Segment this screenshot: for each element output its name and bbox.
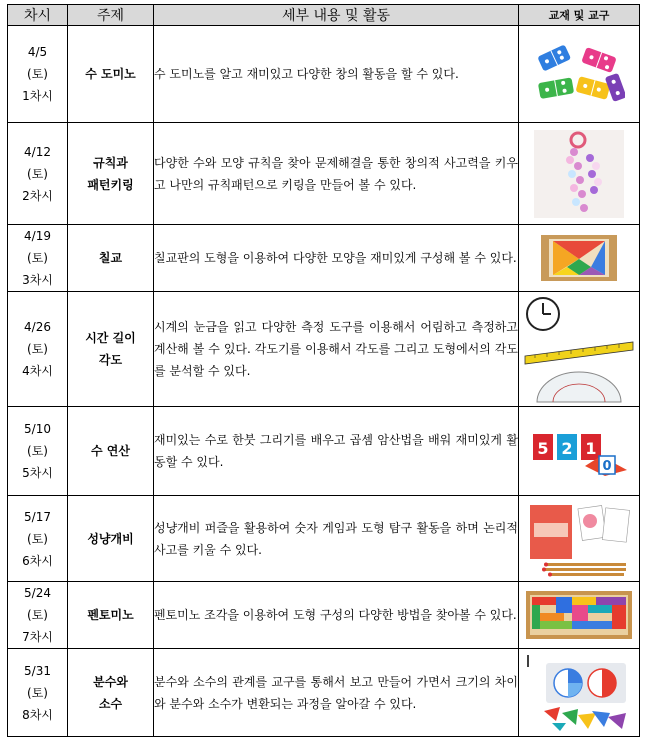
topic-line: 소수: [98, 696, 123, 711]
material-cell: [519, 123, 640, 225]
number-cards-icon: [529, 426, 629, 476]
detail-cell: 칠교판의 도형을 이용하여 다양한 모양을 재미있게 구성해 볼 수 있다.: [154, 225, 519, 292]
header-row: [8, 5, 640, 26]
domino-icon: [533, 44, 625, 104]
session-cell: [8, 123, 68, 225]
topic-line: 분수와: [93, 674, 128, 689]
session-day: (토): [27, 685, 48, 700]
material-cell: [519, 407, 640, 496]
topic-line: 칠교: [98, 251, 123, 265]
header-topic: 주제: [68, 5, 154, 26]
topic-cell: [68, 26, 154, 123]
matchstick-icon: [526, 501, 632, 577]
table-row: [8, 225, 640, 292]
detail-cell: 분수와 소수의 관계를 교구를 통해서 보고 만들어 가면서 크기의 차이와 분수와 소수가 변환되는 과정을 알아갈 수 있다.: [154, 649, 519, 737]
topic-line: 수 도미노: [85, 67, 136, 81]
material-cell: [519, 649, 640, 737]
topic-cell: [68, 582, 154, 649]
topic-line: 각도: [98, 353, 123, 367]
pentomino-icon: [524, 589, 634, 641]
topic-line: 규칙과: [93, 155, 128, 170]
session-date: 5/24: [24, 586, 51, 600]
session-cell: [8, 26, 68, 123]
session-number: 2차시: [22, 188, 53, 203]
topic-line: 성냥개비: [87, 531, 134, 546]
session-date: 5/31: [24, 663, 51, 678]
session-number: 5차시: [22, 466, 53, 480]
detail-cell: 성냥개비 퍼즐을 활용하여 숫자 게임과 도형 탐구 활동을 하며 논리적 사고를 키울 수 있다.: [154, 496, 519, 582]
table-row: [8, 649, 640, 737]
topic-cell: [68, 292, 154, 407]
topic-cell: [68, 225, 154, 292]
material-cell: [519, 582, 640, 649]
topic-line: 시간 길이: [85, 331, 136, 345]
number-card-3: 1: [585, 439, 597, 458]
table-row: [8, 26, 640, 123]
topic-cell: [68, 123, 154, 225]
session-number: 3차시: [22, 273, 53, 287]
session-cell: [8, 225, 68, 292]
session-day: (토): [27, 166, 48, 181]
table-row: [8, 123, 640, 225]
session-date: 5/17: [24, 509, 51, 524]
topic-cell: [68, 496, 154, 582]
header-details: 세부 내용 및 활동: [154, 5, 519, 26]
topic-line: 패턴키링: [87, 177, 134, 192]
detail-cell: 수 도미노를 알고 재미있고 다양한 창의 활동을 할 수 있다.: [154, 26, 519, 123]
topic-cell: [68, 649, 154, 737]
session-number: 1차시: [22, 89, 53, 103]
keyring-icon: [534, 130, 624, 218]
topic-cell: [68, 407, 154, 496]
number-card-2: 2: [561, 439, 573, 458]
session-day: (토): [27, 444, 48, 458]
tangram-icon: [539, 233, 619, 283]
table-row: [8, 292, 640, 407]
number-card-1: 5: [537, 439, 549, 458]
material-cell: [519, 26, 640, 123]
session-cell: [8, 582, 68, 649]
clock-ruler-protractor-icon: [523, 294, 635, 404]
session-date: 4/12: [24, 144, 51, 159]
session-day: (토): [27, 531, 48, 546]
session-cell: [8, 496, 68, 582]
session-day: (토): [27, 608, 48, 622]
session-day: (토): [27, 67, 48, 81]
session-date: 4/19: [24, 229, 51, 243]
topic-line: 펜토미노: [87, 608, 134, 622]
header-session: 차시: [8, 5, 68, 26]
session-number: 7차시: [22, 630, 53, 644]
session-date: 5/10: [24, 422, 51, 436]
session-cell: [8, 292, 68, 407]
session-number: 4차시: [22, 364, 53, 378]
session-number: 6차시: [22, 553, 53, 568]
table-row: [8, 582, 640, 649]
session-cell: [8, 407, 68, 496]
session-cell: [8, 649, 68, 737]
header-materials: 교재 및 교구: [519, 5, 640, 26]
session-date: 4/26: [24, 320, 51, 334]
material-cell: [519, 496, 640, 582]
material-cell: [519, 292, 640, 407]
detail-cell: 시계의 눈금을 읽고 다양한 측정 도구를 이용해서 어림하고 측정하고 계산해 볼 수 있다. 각도기를 이용해서 각도를 그리고 도형에서의 각도를 분석할 수 있다.: [154, 292, 519, 407]
detail-cell: 펜토미노 조각을 이용하여 도형 구성의 다양한 방법을 찾아볼 수 있다.: [154, 582, 519, 649]
session-day: (토): [27, 342, 48, 356]
schedule-table: [7, 4, 640, 737]
session-number: 8차시: [22, 707, 53, 722]
session-day: (토): [27, 251, 48, 265]
topic-line: 수 연산: [91, 444, 130, 458]
table-row: [8, 407, 640, 496]
material-cell: [519, 225, 640, 292]
detail-cell: 다양한 수와 모양 규칙을 찾아 문제해결을 통한 창의적 사고력을 키우고 나만의 규칙패턴으로 키링을 만들어 볼 수 있다.: [154, 123, 519, 225]
number-card-4: 0: [602, 459, 612, 474]
detail-cell: 재미있는 수로 한붓 그리기를 배우고 곱셈 암산법을 배워 재미있게 활동할 수 있다.: [154, 407, 519, 496]
fraction-circle-icon: [526, 653, 632, 733]
table-row: [8, 496, 640, 582]
session-date: 4/5: [27, 45, 48, 59]
